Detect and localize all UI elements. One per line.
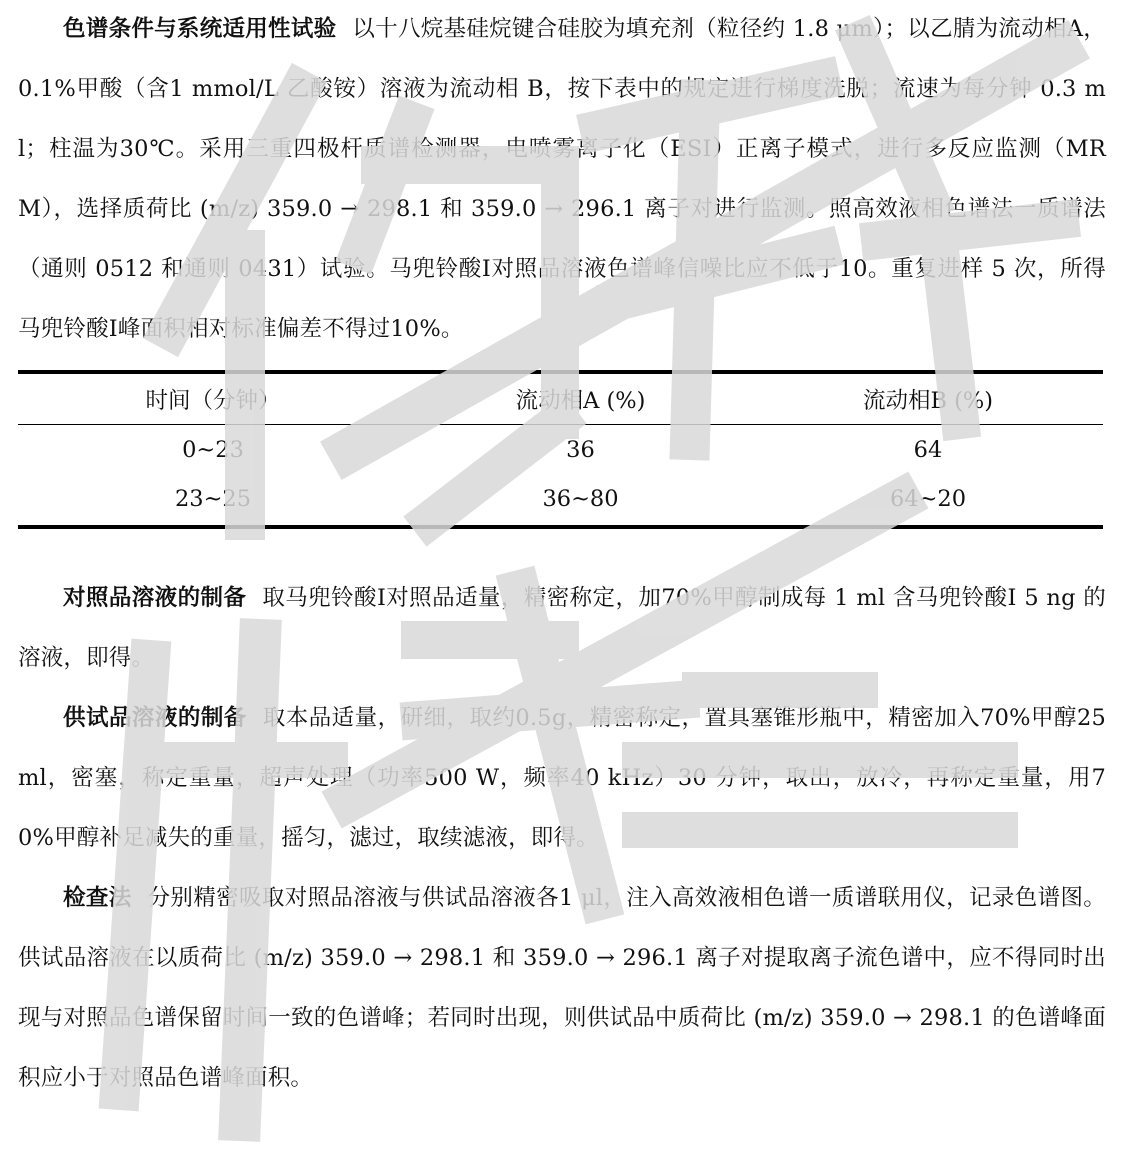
procedure-heading: 检查法 — [63, 885, 132, 911]
document-page — [18, 0, 1106, 1108]
table-header-row — [18, 372, 1103, 425]
gradient-table-container — [18, 370, 1106, 529]
test-solution-text: 取本品适量，研细，取约0.5g，精密称定，置具塞锥形瓶中，精密加入70%甲醇25 ml，密塞，称定重量，超声处理（功率500 W，频率40 kHz）30 分钟，取出，放冷，再称定重量，用70%甲醇补足减失的重量，摇匀，滤过，取续滤液，即得。 — [18, 705, 1106, 851]
chromatographic-conditions-text: 以十八烷基硅烷键合硅胶为填充剂（粒径约 1.8 μm）；以乙腈为流动相A，0.1%甲酸（含1 mmol/L 乙酸铵）溶液为流动相 B，按下表中的规定进行梯度洗脱；流速为每分钟 0.3 ml；柱温为30℃。采用三重四极杆质谱检测器，电喷雾离子化（ESI）正离子模式，进行多反应监测（MRM），选择质荷比 (m/z) 359.0 → 298.1 和 359.0 → 296.1 离子对进行监测。照高效液相色谱法一质谱法（通则 0512 和通则 0431）试验。马兜铃酸Ⅰ对照品溶液色谱峰信噪比应不低于10。重复进样 5 次，所得马兜铃酸Ⅰ峰面积相对标准偏差不得过10%。 — [18, 16, 1106, 342]
cell-phase-a: 36~80 — [408, 473, 753, 527]
test-solution-paragraph — [18, 688, 1106, 868]
table-row — [18, 425, 1103, 474]
header-time: 时间（分钟） — [18, 372, 408, 425]
reference-solution-paragraph — [18, 568, 1106, 688]
procedure-text: 分别精密吸取对照品溶液与供试品溶液各1 μl，注入高效液相色谱一质谱联用仪，记录色谱图。供试品溶液在以质荷比 (m/z) 359.0 → 298.1 和 359.0 → 296.1 离子对提取离子流色谱中，应不得同时出现与对照品色谱保留时间一致的色谱峰；若同时出现，则供试品中质荷比 (m/z) 359.0 → 298.1 的色谱峰面积应小于对照品色谱峰面积。 — [18, 885, 1106, 1091]
chromatographic-conditions-paragraph — [18, 0, 1106, 359]
cell-phase-b: 64~20 — [753, 473, 1103, 527]
test-solution-heading: 供试品溶液的制备 — [63, 705, 247, 731]
cell-phase-b: 64 — [913, 437, 943, 463]
cell-time: 23~25 — [18, 473, 408, 527]
gradient-table — [18, 370, 1103, 529]
cell-time: 0~23 — [182, 437, 244, 463]
header-mobile-phase-b: 流动相B (%) — [753, 372, 1103, 425]
chromatographic-conditions-heading: 色谱条件与系统适用性试验 — [63, 16, 337, 42]
procedure-paragraph — [18, 868, 1106, 1108]
reference-solution-text: 取马兜铃酸Ⅰ对照品适量，精密称定，加70%甲醇制成每 1 ml 含马兜铃酸Ⅰ 5 ng 的溶液，即得。 — [18, 585, 1106, 671]
cell-phase-a: 36 — [566, 437, 595, 463]
table-row — [18, 473, 1103, 527]
reference-solution-heading: 对照品溶液的制备 — [63, 585, 247, 611]
header-mobile-phase-a: 流动相A (%) — [408, 372, 753, 425]
